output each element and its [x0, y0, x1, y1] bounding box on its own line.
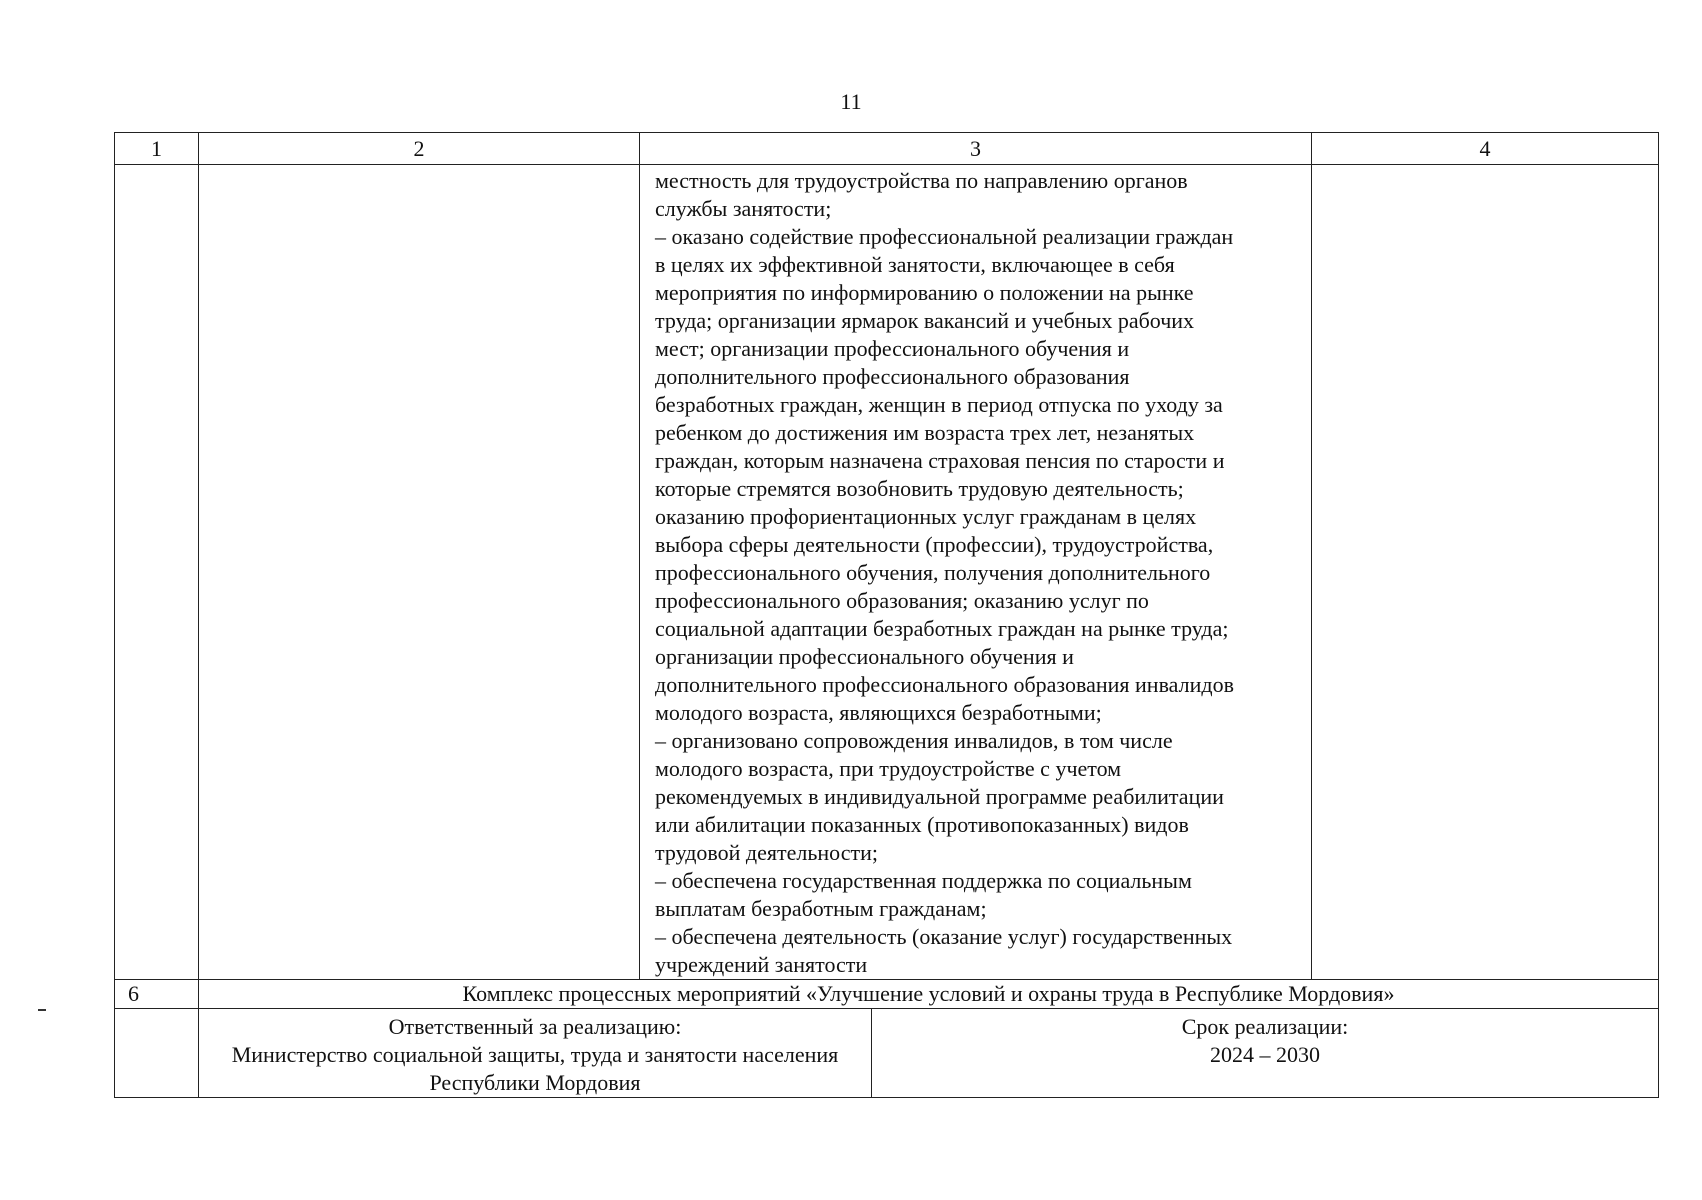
- row-cell-col-2: [199, 165, 640, 980]
- term-label: Срок реализации:: [1181, 1014, 1349, 1039]
- responsible-term-row: [115, 1009, 1659, 1098]
- header-col-4: 4: [1312, 133, 1659, 165]
- footer-empty-cell: [115, 1009, 199, 1098]
- term-value: 2024 – 2030: [1210, 1042, 1320, 1067]
- complex-number: 6: [115, 980, 199, 1009]
- responsible-organization-line-1: Министерство социальной защиты, труда и занятости населения: [231, 1042, 839, 1067]
- continuation-row: [115, 165, 1659, 980]
- program-table: [114, 132, 1659, 1098]
- row-cell-col-3-results: местность для трудоустройства по направлению органов службы занятости; – оказано содействие профессиональной реализации граждан в целях их эффективной занятости, включающее в себя мероприятия по информированию о положении на рынке труда; организации ярмарок вакансий и учебных рабочих мест; организации профессионального обучения и дополнительного профессионального образования безработных граждан, женщин в период отпуска по уходу за ребенком до достижения им возраста трех лет, незанятых граждан, которым назначена страховая пенсия по старости и которые стремятся возобновить трудовую деятельность; оказанию профориентационных услуг гражданам в целях выбора сферы деятельности (профессии), трудоустройства, профессионального обучения, получения дополнительного профессионального образования; оказанию услуг по социальной адаптации безработных граждан на рынке труда; организации профессионального обучения и дополнительного профессионального образования инвалидов молодого возраста, являющихся безработными; – организовано сопровождения инвалидов, в том числе молодого возраста, при трудоустройстве с учетом рекомендуемых в индивидуальной программе реабилитации или абилитации показанных (противопоказанных) видов трудовой деятельности; – обеспечена государственная поддержка по социальным выплатам безработным гражданам; – обеспечена деятельность (оказание услуг) государственных учреждений занятости: [640, 165, 1312, 980]
- header-col-1: 1: [115, 133, 199, 165]
- scan-artifact-mark: [38, 1009, 46, 1011]
- term-cell: [872, 1009, 1659, 1098]
- row-cell-col-4: [1312, 165, 1659, 980]
- row-cell-col-1: [115, 165, 199, 980]
- responsible-cell: [199, 1009, 872, 1098]
- page-number: 11: [840, 89, 862, 114]
- responsible-label: Ответственный за реализацию:: [388, 1014, 682, 1039]
- responsible-organization-line-2: Республики Мордовия: [429, 1070, 641, 1095]
- complex-title: Комплекс процессных мероприятий «Улучшение условий и охраны труда в Республике Мордовия»: [199, 980, 1659, 1009]
- table-header-row: [115, 133, 1659, 165]
- header-col-3: 3: [640, 133, 1312, 165]
- header-col-2: 2: [199, 133, 640, 165]
- complex-row: [115, 980, 1659, 1009]
